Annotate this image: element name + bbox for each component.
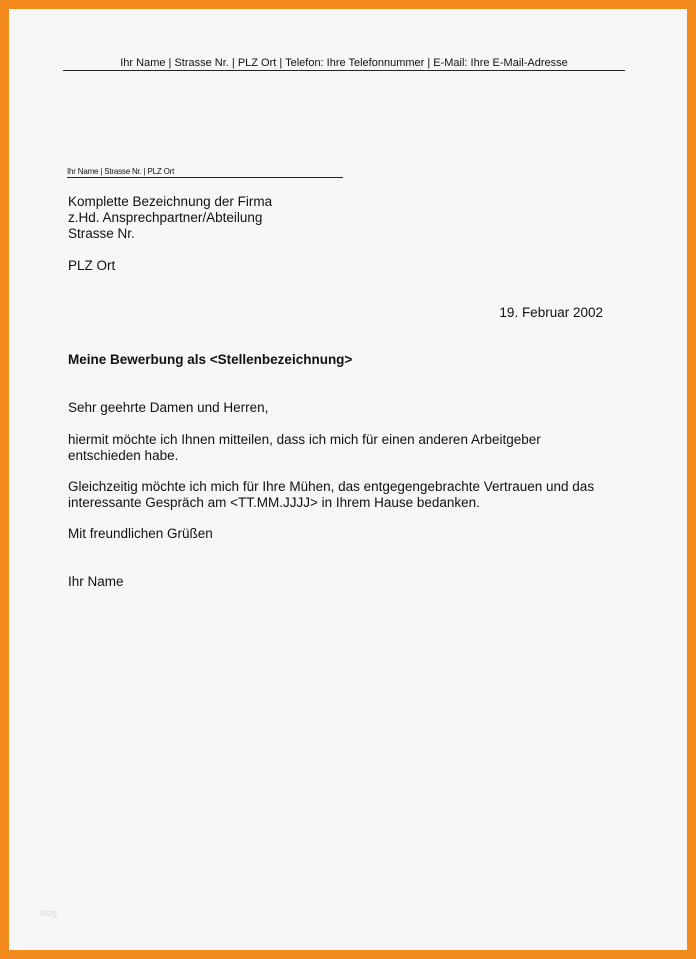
recipient-address-block bbox=[68, 194, 272, 242]
paragraph-line: hiermit möchte ich Ihnen mitteilen, dass ich mich für einen anderen Arbeitgeber bbox=[68, 432, 541, 447]
letter-salutation: Sehr geehrte Damen und Herren, bbox=[68, 400, 269, 415]
letter-signature: Ihr Name bbox=[68, 574, 124, 589]
paragraph-line: interessante Gespräch am <TT.MM.JJJJ> in Ihrem Hause bedanken. bbox=[68, 495, 480, 510]
letterhead-contact-line: Ihr Name | Strasse Nr. | PLZ Ort | Telefon: Ihre Telefonnummer | E-Mail: Ihre E-Mail-Adresse bbox=[63, 57, 625, 71]
body-paragraph-2 bbox=[68, 479, 628, 511]
recipient-attention: z.Hd. Ansprechpartner/Abteilung bbox=[68, 210, 263, 225]
body-paragraph-1 bbox=[68, 432, 628, 464]
paragraph-line: Gleichzeitig möchte ich mich für Ihre Mühen, das entgegengebrachte Vertrauen und das bbox=[68, 479, 595, 494]
paragraph-line: entschieden habe. bbox=[68, 448, 179, 463]
letter-date: 19. Februar 2002 bbox=[499, 305, 603, 320]
recipient-street: Strasse Nr. bbox=[68, 226, 135, 241]
watermark-text: blog bbox=[40, 908, 58, 918]
letter-subject: Meine Bewerbung als <Stellenbezeichnung> bbox=[68, 352, 353, 367]
sender-return-address: Ihr Name | Strasse Nr. | PLZ Ort bbox=[67, 167, 343, 178]
recipient-company: Komplette Bezeichnung der Firma bbox=[68, 194, 273, 209]
letter-closing: Mit freundlichen Grüßen bbox=[68, 526, 213, 541]
recipient-city: PLZ Ort bbox=[68, 258, 116, 273]
